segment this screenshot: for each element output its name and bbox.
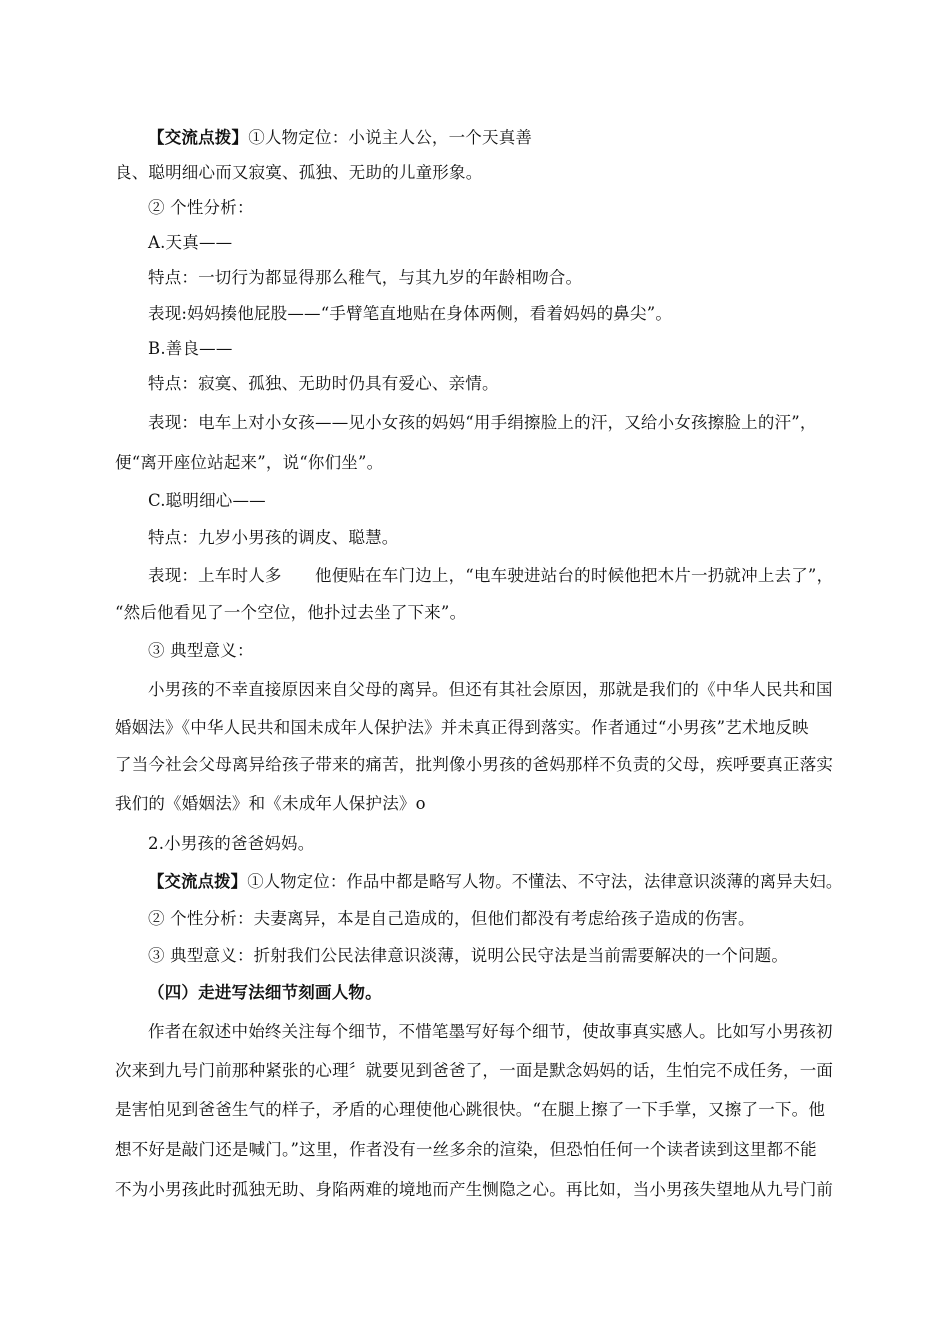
paragraph-line: 表现：上车时人多 他便贴在车门边上，“电车驶进站台的时候他把木片一扔就冲上去了”， (148, 566, 834, 585)
paragraph-line: 特点：一切行为都显得那么稚气，与其九岁的年龄相吻合。 (148, 268, 583, 287)
paragraph-line: 2.小男孩的爸爸妈妈。 (148, 834, 315, 853)
paragraph-line: C.聪明细心—— (148, 491, 266, 510)
paragraph-line: ② 个性分析： (148, 198, 254, 217)
paragraph-line: 作者在叙述中始终关注每个细节，不惜笔墨写好每个细节，使故事真实感人。比如写小男孩初 (148, 1022, 833, 1041)
bold-label: 【交流点拨】 (148, 872, 248, 891)
section-heading: （四）走进写法细节刻画人物。 (148, 983, 382, 1002)
paragraph-line: 良、聪明细心而又寂寞、孤独、无助的儿童形象。 (115, 163, 483, 182)
paragraph-line: B.善良—— (148, 339, 233, 358)
paragraph-line: 婚姻法》《中华人民共和国未成年人保护法》并未真正得到落实。作者通过“小男孩”艺术地反映 (115, 718, 809, 737)
paragraph-line: A.天真—— (148, 233, 233, 252)
line-text: ①人物定位：小说主人公，一个天真善 (248, 128, 533, 147)
paragraph-line: 不为小男孩此时孤独无助、身陷两难的境地而产生恻隐之心。再比如，当小男孩失望地从九号门前 (115, 1180, 834, 1199)
paragraph-line: “然后他看见了一个空位，他扑过去坐了下来”。 (115, 603, 467, 622)
paragraph-line: ③ 典型意义：折射我们公民法律意识淡薄，说明公民守法是当前需要解决的一个问题。 (148, 946, 789, 965)
paragraph-line: 小男孩的不幸直接原因来自父母的离异。但还有其社会原因，那就是我们的《中华人民共和国 (148, 680, 833, 699)
paragraph-line: ③ 典型意义： (148, 641, 254, 660)
paragraph-line: 表现:妈妈揍他屁股——“手臂笔直地贴在身体两侧，看着妈妈的鼻尖”。 (148, 304, 673, 323)
paragraph-line: 表现：电车上对小女孩——见小女孩的妈妈“用手绢擦脸上的汗，又给小女孩擦脸上的汗”， (148, 413, 817, 432)
paragraph-line (148, 872, 842, 892)
paragraph-line: 特点：寂寞、孤独、无助时仍具有爱心、亲情。 (148, 374, 499, 393)
paragraph-line: 便“离开座位站起来”，说“你们坐”。 (115, 453, 384, 472)
paragraph-line: 是害怕见到爸爸生气的样子，矛盾的心理使他心跳很快。“在腿上擦了一下手掌，又擦了一下。他 (115, 1100, 826, 1119)
line-text: ①人物定位：作品中都是略写人物。不懂法、不守法，法律意识淡薄的离异夫妇。 (247, 872, 843, 891)
bold-label: 【交流点拨】 (148, 128, 249, 147)
paragraph-line: 想不好是敲门还是喊门。”这里，作者没有一丝多余的渲染，但恐怕任何一个读者读到这里都不能 (115, 1140, 817, 1159)
paragraph-line: 次来到九号门前那种紧张的心理〞就要见到爸爸了，一面是默念妈妈的话，生怕完不成任务，一面 (115, 1061, 834, 1080)
paragraph-line: 了当今社会父母离异给孩子带来的痛苦，批判像小男孩的爸妈那样不负责的父母，疾呼要真正落实 (115, 755, 834, 774)
paragraph-line (148, 128, 532, 148)
paragraph-line: 特点：九岁小男孩的调皮、聪慧。 (148, 528, 399, 547)
paragraph-line: ② 个性分析：夫妻离异，本是自己造成的，但他们都没有考虑给孩子造成的伤害。 (148, 909, 755, 928)
paragraph-line: 我们的《婚姻法》和《未成年人保护法》o (115, 794, 426, 813)
